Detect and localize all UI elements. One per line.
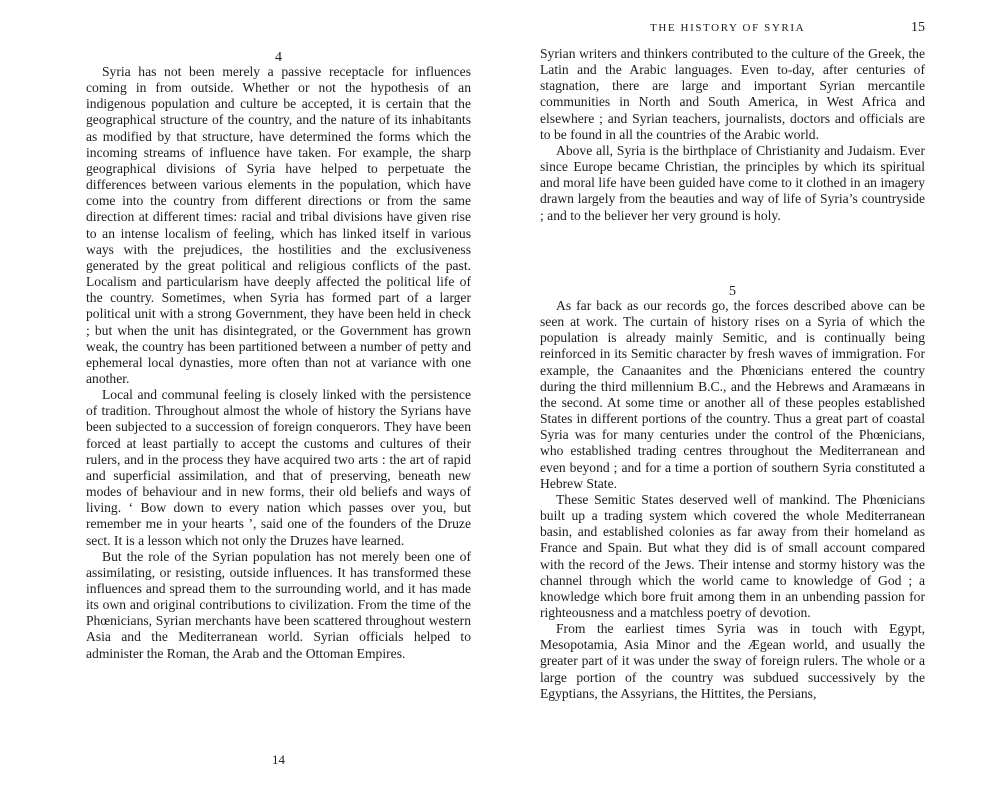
paragraph: Local and communal feeling is closely linked with the persistence of tradition. Throughout almost the whole of history the Syrians have been subjected to a succession of foreign conquerors. They have been forced at least partially to accept the customs and cultures of their rulers, and in the process they have acquired two arts : the art of rapid and superficial assimilation, and that of preserving, beneath new modes of behaviour and in new forms, their old beliefs and ways of living. ‘ Bow down to every nation which passes over you, but remember me in your hearts ’, said one of the founders of the Druze sect. It is a lesson which not only the Druzes have learned. [86, 387, 471, 548]
paragraph: As far back as our records go, the forces described above can be seen at work. The curtain of history rises on a Syria of which the population is already mainly Semitic, and is continually being reinforced in its Semitic character by fresh waves of immigration. For example, the Canaanites and the Phœnicians entered the country during the third millennium B.C., and the Hebrews and Aramæans in the second. At some time or another all of these peoples established States in different portions of the country. Thus a great part of coastal Syria was for many centuries under the control of the Phœnicians, who established trading centres throughout the Mediterranean and even beyond ; and for a time a portion of southern Syria constituted a Hebrew State. [540, 298, 925, 491]
paragraph: Syrian writers and thinkers contributed to the culture of the Greek, the Latin and the Arabic languages. Even to-day, after centuries of stagnation, there are large and important Syrian mercantile communities in North and South America, in West Africa and elsewhere ; and Syrian teachers, journalists, doctors and officials are to be found in all the countries of the Arabic world. [540, 46, 925, 142]
left-page-text [86, 64, 471, 662]
right-page-section-text [540, 298, 925, 702]
right-page-continued-text [540, 46, 925, 224]
paragraph: These Semitic States deserved well of mankind. The Phœnicians built up a trading system which covered the whole Mediterranean basin, and established colonies as far away from their homeland as France and Spain. But what they did is of small account compared with the record of the Jews. Their intense and stormy history was the channel through which the world came to knowledge of God ; a knowledge which bore fruit among them in an unbending passion for righteousness and a matchless poetry of devotion. [540, 491, 925, 620]
paragraph: But the role of the Syrian population has not merely been one of assimilating, or resisting, outside influences. It has transformed these influences and spread them to the surrounding world, and it has made its own and original contributions to civilization. From the time of the Phœnicians, Syrian merchants have been scattered throughout western Asia and the Mediterranean world. Syrian officials helped to administer the Roman, the Arab and the Ottoman Empires. [86, 548, 471, 661]
paragraph: Above all, Syria is the birthplace of Christianity and Judaism. Ever since Europe became Christian, the principles by which its spiritual and moral life have been guided have come to it clothed in an imagery drawn largely from the beauties and way of life of Syria’s countryside ; and to the believer her very ground is holy. [540, 142, 925, 223]
section-number-5: 5 [729, 284, 736, 299]
right-page [540, 0, 925, 795]
left-page [86, 0, 471, 795]
page-folio-14: 14 [272, 752, 285, 767]
page-number-15: 15 [911, 20, 925, 35]
paragraph: Syria has not been merely a passive receptacle for influences coming in from outside. Whether or not the hypothesis of an indigenous population and culture be accepted, it is certain that the geographical structure of the country, and the nature of its inhabitants as modified by that structure, have determined the forms which the incoming streams of influence have taken. For example, the sharp geographical divisions of Syria have helped to perpetuate the differences between various elements in the population, which have come into the country from different directions or from the same direction at different times: racial and tribal divisions have given rise to an intense localism of feeling, which has linked itself in various ways with the prejudices, the hostilities and the exclusiveness generated by the great political and religious conflicts of the past. Localism and particularism have deeply affected the political life of the country. Sometimes, when Syria has formed part of a larger political unit with a strong Government, they have been held in check ; but when the unit has disintegrated, or the Government has grown weak, the country has been partitioned between a number of petty and ephemeral local dynasties, more often than not at variance with one another. [86, 64, 471, 386]
paragraph: From the earliest times Syria was in touch with Egypt, Mesopotamia, Asia Minor and the Ægean world, and usually the greater part of it was under the sway of foreign rulers. The whole or a large portion of the country was subdued successively by the Egyptians, the Assyrians, the Hittites, the Persians, [540, 621, 925, 701]
running-head: THE HISTORY OF SYRIA [650, 22, 806, 34]
section-number-4: 4 [275, 50, 282, 65]
